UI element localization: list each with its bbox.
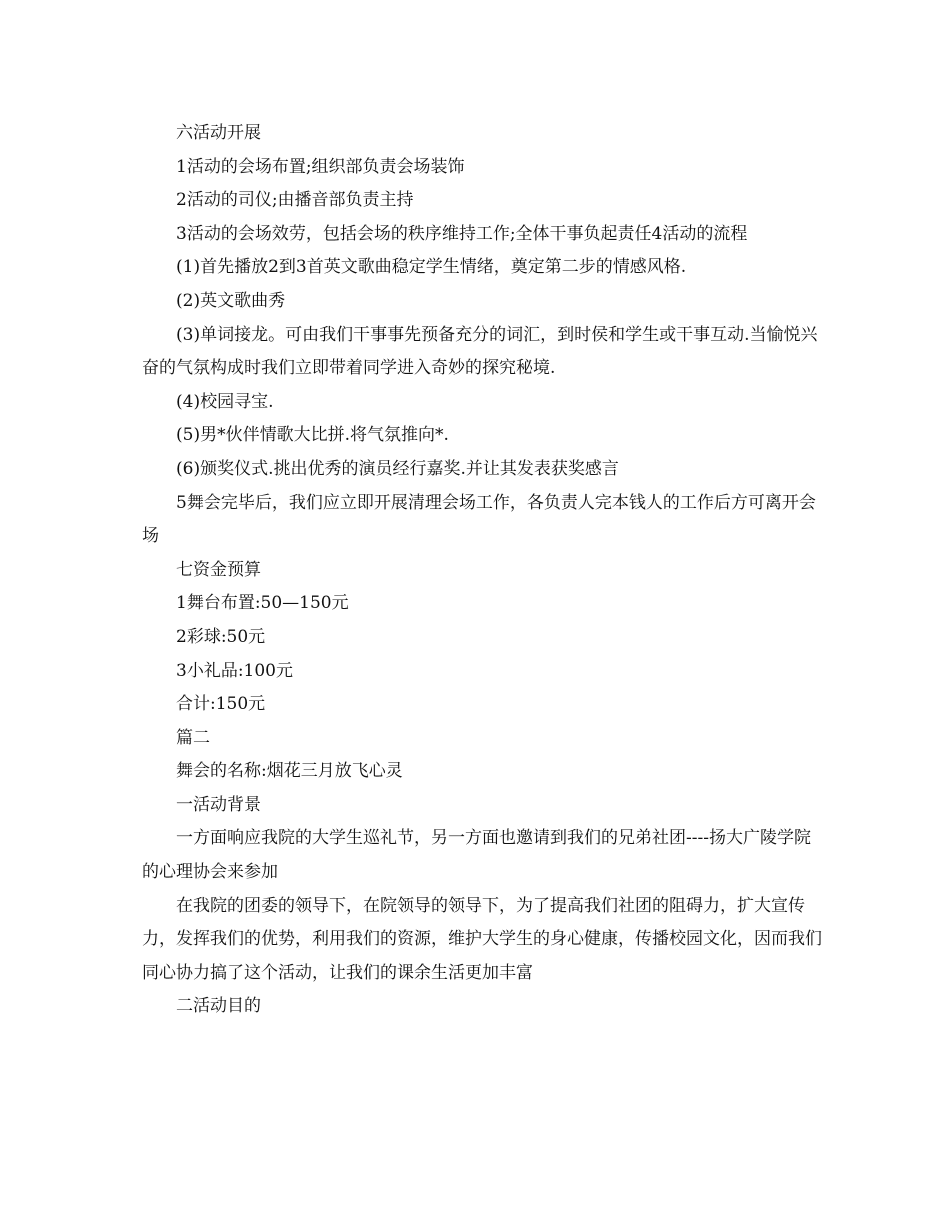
part-heading: 篇二 [176,727,210,748]
event-name: 舞会的名称:烟花三月放飞心灵 [176,761,403,782]
list-item: (6)颁奖仪式.挑出优秀的演员经行嘉奖.并让其发表获奖感言 [176,458,619,479]
budget-item: 1舞台布置:50—150元 [176,593,349,614]
paragraph: 一方面响应我院的大学生巡礼节，另一方面也邀请到我们的兄弟社团----扬大广陵学院的心理协会来参加 [142,828,811,883]
list-item: (2)英文歌曲秀 [176,290,286,311]
list-item: (1)首先播放2到3首英文歌曲稳定学生情绪，奠定第二步的情感风格. [176,257,687,278]
section-heading: 七资金预算 [176,559,261,580]
section-heading: 二活动目的 [176,996,261,1017]
paragraph: 2活动的司仪;由播音部负责主持 [176,190,414,211]
paragraph: 3活动的会场效劳，包括会场的秩序维持工作;全体干事负起责任4活动的流程 [176,223,748,244]
paragraph: 在我院的团委的领导下，在院领导的领导下，为了提高我们社团的阻碍力，扩大宣传力，发挥我们的优势，利用我们的资源，维护大学生的身心健康，传播校园文化，因而我们同心协力搞了这个活动，让我们的课余生活更加丰富 [142,895,822,983]
list-item: (5)男*伙伴情歌大比拼.将气氛推向*. [176,425,449,446]
list-item: (4)校园寻宝. [176,391,274,412]
section-heading: 一活动背景 [176,794,261,815]
section-heading: 六活动开展 [176,123,261,143]
list-item: (3)单词接龙。可由我们干事事先预备充分的词汇，到时侯和学生或干事互动.当愉悦兴奋的气氛构成时我们立即带着同学进入奇妙的探究秘境. [142,324,818,379]
paragraph: 5舞会完毕后，我们应立即开展清理会场工作，各负责人完本钱人的工作后方可离开会场 [142,492,816,547]
budget-item: 2彩球:50元 [176,626,266,647]
budget-item: 3小礼品:100元 [176,660,293,681]
budget-total: 合计:150元 [176,694,266,715]
document-body [142,117,822,1024]
paragraph: 1活动的会场布置;组织部负责会场装饰 [176,156,465,177]
